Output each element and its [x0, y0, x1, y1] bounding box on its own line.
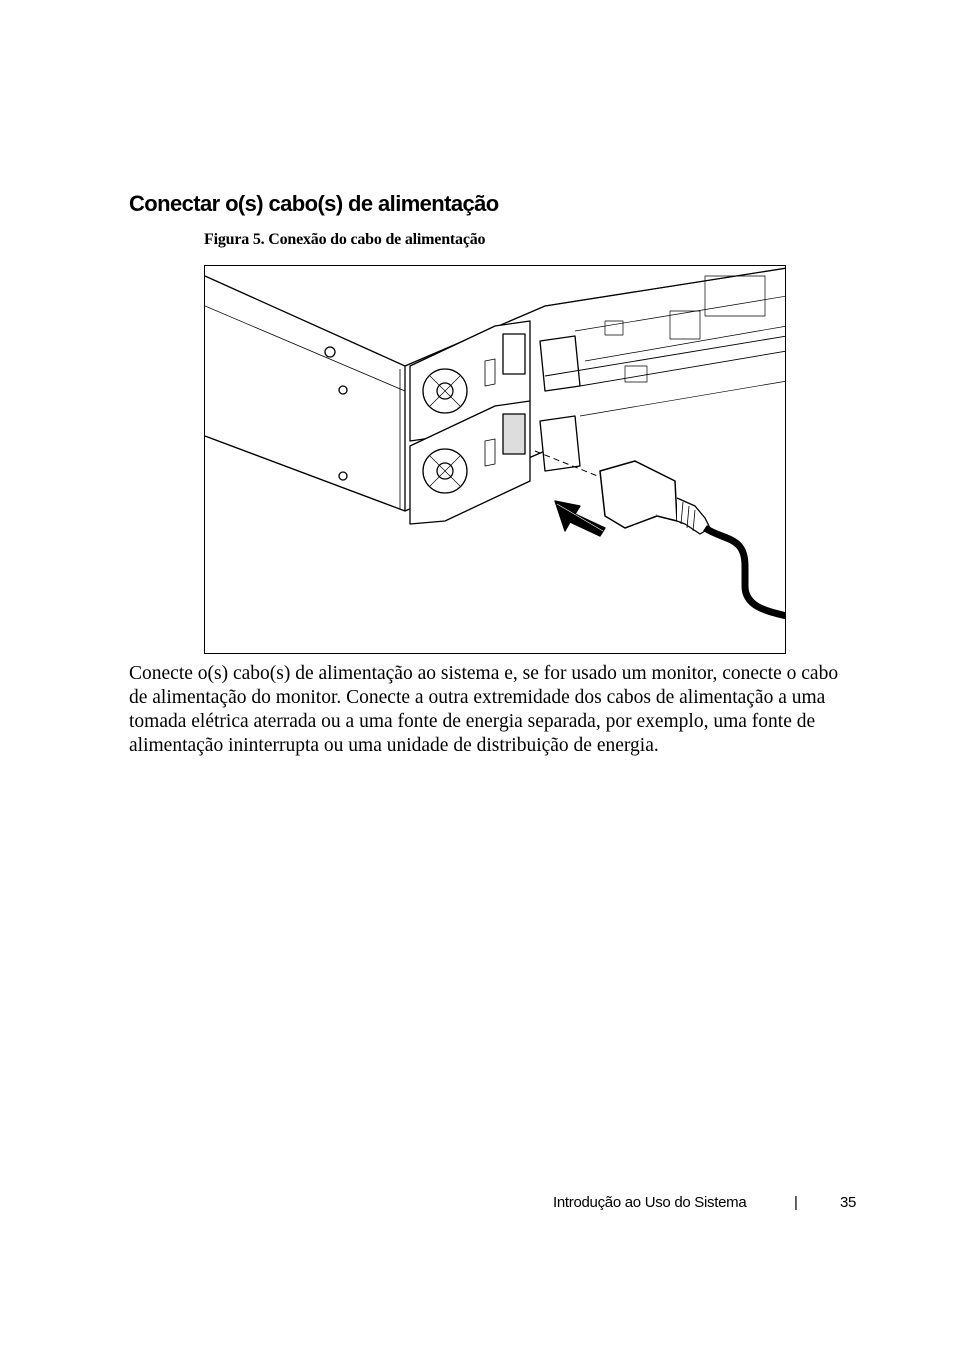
power-cable-illustration	[204, 265, 786, 654]
section-heading: Conectar o(s) cabo(s) de alimentação	[129, 191, 499, 216]
footer-page-number: 35	[840, 1194, 857, 1211]
instruction-paragraph: Conecte o(s) cabo(s) de alimentação ao sistema e, se for usado um monitor, conecte o cabo de alimentação do monitor. Conecte a outra extremidade dos cabos de alimentação a uma tomada elétrica aterrada ou a uma fonte de energia separada, por exemplo, uma fonte de alimentação ininterrupta ou uma unidade de distribuição de energia.	[129, 663, 839, 756]
server-rear-drawing	[205, 266, 786, 654]
figure-caption: Figura 5. Conexão do cabo de alimentação	[204, 231, 486, 248]
footer-document-title: Introdução ao Uso do Sistema	[553, 1194, 747, 1211]
footer-separator: |	[794, 1194, 798, 1211]
